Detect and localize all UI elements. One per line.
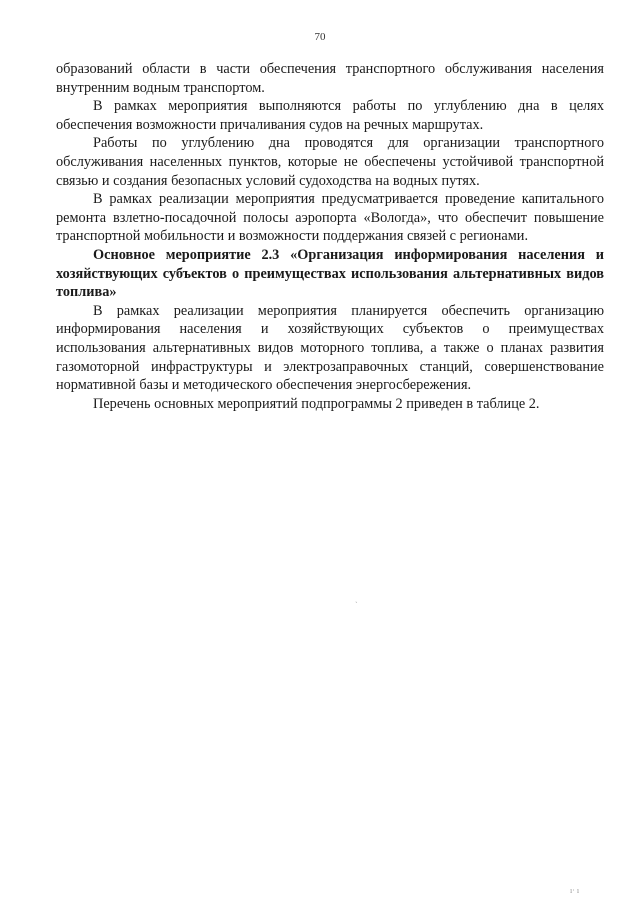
paragraph-dredging-works: В рамках мероприятия выполняются работы по углублению дна в целях обеспечения возможности причаливания судов на речных маршрутах. [56,98,604,133]
scan-artifact: ˏ [355,594,358,603]
paragraph-dredging-purpose: Работы по углублению дна проводятся для организации транспортного обслуживания населенных пунктов, которые не обеспечены устойчивой транспортной связью и создания безопасных условий судоходства на водных путях. [56,135,604,189]
paragraph-airport-repair: В рамках реализации мероприятия предусматривается проведение капитального ремонта взлетно-посадочной полосы аэропорта «Вологда», что обеспечит повышение транспортной мобильности и возможности поддержания связей с регионами. [56,191,604,245]
paragraph-table-reference: Перечень основных мероприятий подпрограммы 2 приведен в таблице 2. [93,395,540,412]
paragraph-continuation: образований области в части обеспечения транспортного обслуживания населения внутренним водным транспортом. [56,61,604,96]
paragraph-informing: В рамках реализации мероприятия планируется обеспечить организацию информирования населения и хозяйствующих субъектов о преимуществах использования альтернативных видов моторного топлива, а также о планах развития газомоторной инфраструктуры и электрозаправочных станций, совершенствование нормативной базы и методического обеспечения энергосбережения. [56,302,604,394]
document-body [56,60,604,413]
scan-artifact: ı· ı [570,886,580,895]
section-heading: Основное мероприятие 2.3 «Организация информирования населения и хозяйствующих субъектов о преимуществах использования альтернативных видов топлива» [56,246,604,301]
page-number: 70 [314,31,326,43]
